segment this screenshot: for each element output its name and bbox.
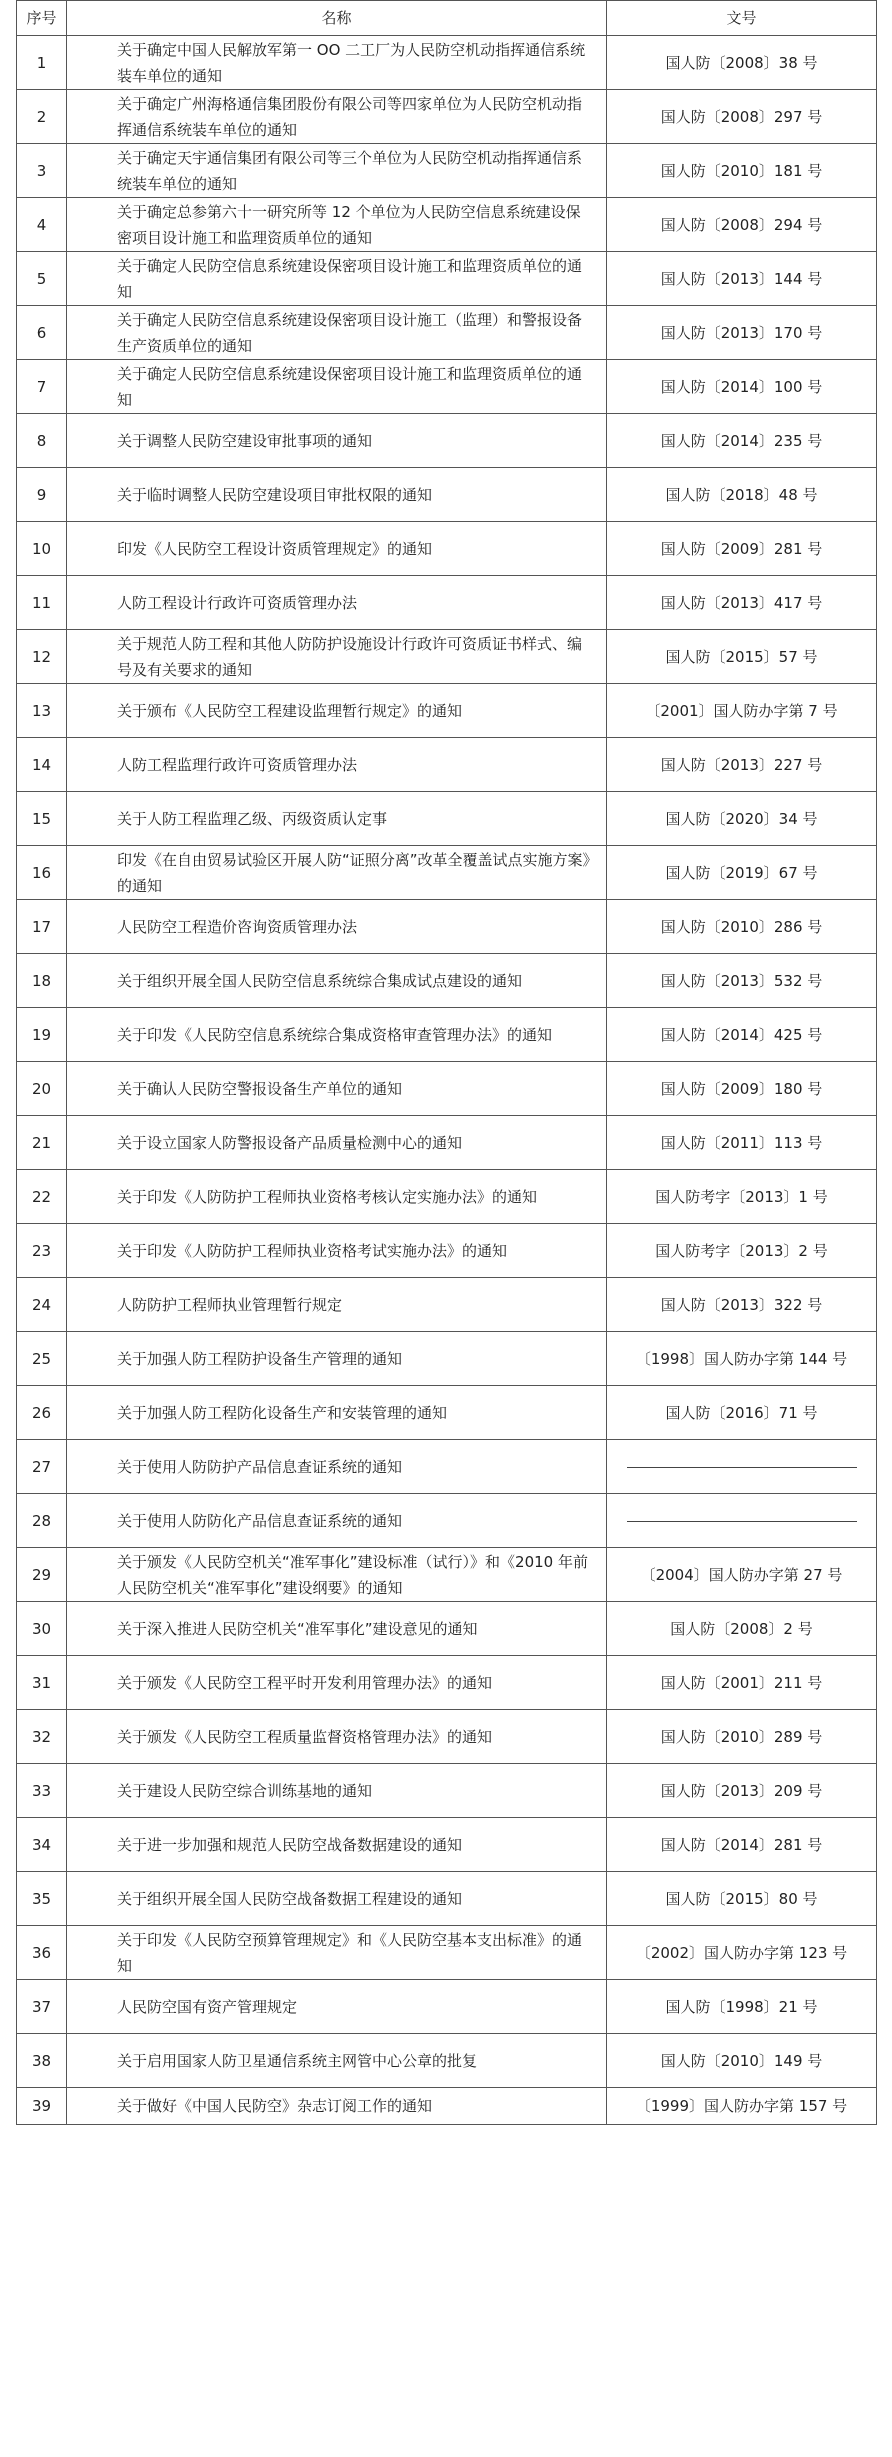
row-name: 关于确定人民防空信息系统建设保密项目设计施工和监理资质单位的通知 [67, 252, 607, 306]
row-name: 人防防护工程师执业管理暂行规定 [67, 1278, 607, 1332]
row-doc-number: 国人防〔2010〕181 号 [607, 144, 877, 198]
row-doc-number: 国人防〔1998〕21 号 [607, 1980, 877, 2034]
row-number: 39 [17, 2088, 67, 2125]
table-row [17, 576, 877, 630]
table-row [17, 1602, 877, 1656]
row-name: 关于调整人民防空建设审批事项的通知 [67, 414, 607, 468]
row-number: 27 [17, 1440, 67, 1494]
row-doc-number: 国人防〔2015〕80 号 [607, 1872, 877, 1926]
row-doc-number: 国人防〔2013〕170 号 [607, 306, 877, 360]
row-doc-number: 国人防〔2013〕417 号 [607, 576, 877, 630]
table-row [17, 1440, 877, 1494]
row-doc-number: 国人防〔2013〕227 号 [607, 738, 877, 792]
row-number: 1 [17, 36, 67, 90]
row-doc-number: 国人防〔2008〕294 号 [607, 198, 877, 252]
table-row [17, 468, 877, 522]
row-doc-number: 国人防考字〔2013〕2 号 [607, 1224, 877, 1278]
row-number: 23 [17, 1224, 67, 1278]
row-number: 18 [17, 954, 67, 1008]
row-name: 关于确定广州海格通信集团股份有限公司等四家单位为人民防空机动指挥通信系统装车单位的通知 [67, 90, 607, 144]
table-row [17, 1494, 877, 1548]
row-name: 关于深入推进人民防空机关“准军事化”建设意见的通知 [67, 1602, 607, 1656]
row-number: 4 [17, 198, 67, 252]
table-row [17, 1386, 877, 1440]
row-number: 9 [17, 468, 67, 522]
row-number: 20 [17, 1062, 67, 1116]
row-name: 关于确定人民防空信息系统建设保密项目设计施工（监理）和警报设备生产资质单位的通知 [67, 306, 607, 360]
table-row [17, 90, 877, 144]
row-doc-number: 国人防〔2016〕71 号 [607, 1386, 877, 1440]
row-name: 关于确定人民防空信息系统建设保密项目设计施工和监理资质单位的通知 [67, 360, 607, 414]
row-doc-number: 国人防〔2014〕235 号 [607, 414, 877, 468]
row-name: 人防工程设计行政许可资质管理办法 [67, 576, 607, 630]
row-doc-number: 国人防〔2011〕113 号 [607, 1116, 877, 1170]
row-number: 22 [17, 1170, 67, 1224]
row-name: 关于确定天宇通信集团有限公司等三个单位为人民防空机动指挥通信系统装车单位的通知 [67, 144, 607, 198]
row-doc-number: 〔1998〕国人防办字第 144 号 [607, 1332, 877, 1386]
table-header-row [17, 1, 877, 36]
row-doc-number: 国人防考字〔2013〕1 号 [607, 1170, 877, 1224]
row-doc-number: 国人防〔2013〕532 号 [607, 954, 877, 1008]
row-number: 25 [17, 1332, 67, 1386]
table-row [17, 252, 877, 306]
row-number: 2 [17, 90, 67, 144]
row-doc-number: 国人防〔2010〕149 号 [607, 2034, 877, 2088]
regulation-table [16, 0, 877, 2125]
row-doc-number: 国人防〔2014〕425 号 [607, 1008, 877, 1062]
header-name: 名称 [67, 1, 607, 36]
row-number: 7 [17, 360, 67, 414]
row-name: 关于加强人防工程防护设备生产管理的通知 [67, 1332, 607, 1386]
table-body [17, 36, 877, 2125]
row-number: 24 [17, 1278, 67, 1332]
row-number: 38 [17, 2034, 67, 2088]
row-doc-number: 国人防〔2014〕100 号 [607, 360, 877, 414]
row-name: 关于印发《人防防护工程师执业资格考核认定实施办法》的通知 [67, 1170, 607, 1224]
table-row [17, 1872, 877, 1926]
table-row [17, 1008, 877, 1062]
row-doc-number: 国人防〔2015〕57 号 [607, 630, 877, 684]
row-name: 关于进一步加强和规范人民防空战备数据建设的通知 [67, 1818, 607, 1872]
table-row [17, 900, 877, 954]
row-number: 8 [17, 414, 67, 468]
row-name: 印发《人民防空工程设计资质管理规定》的通知 [67, 522, 607, 576]
row-number: 21 [17, 1116, 67, 1170]
row-name: 印发《在自由贸易试验区开展人防“证照分离”改革全覆盖试点实施方案》的通知 [67, 846, 607, 900]
row-number: 19 [17, 1008, 67, 1062]
table-row [17, 1548, 877, 1602]
row-doc-number: 国人防〔2009〕281 号 [607, 522, 877, 576]
row-name: 关于确认人民防空警报设备生产单位的通知 [67, 1062, 607, 1116]
table-row [17, 1224, 877, 1278]
row-doc-number: 国人防〔2009〕180 号 [607, 1062, 877, 1116]
table-row [17, 360, 877, 414]
row-number: 17 [17, 900, 67, 954]
row-doc-number: 国人防〔2001〕211 号 [607, 1656, 877, 1710]
table-row [17, 2088, 877, 2125]
table-row [17, 1926, 877, 1980]
header-doc: 文号 [607, 1, 877, 36]
table-row [17, 2034, 877, 2088]
table-row [17, 1332, 877, 1386]
table-row [17, 1818, 877, 1872]
row-name: 人民防空国有资产管理规定 [67, 1980, 607, 2034]
table-row [17, 1980, 877, 2034]
row-name: 关于建设人民防空综合训练基地的通知 [67, 1764, 607, 1818]
table-row [17, 738, 877, 792]
row-name: 关于组织开展全国人民防空战备数据工程建设的通知 [67, 1872, 607, 1926]
row-doc-number: 国人防〔2013〕322 号 [607, 1278, 877, 1332]
table-row [17, 414, 877, 468]
table-row [17, 36, 877, 90]
row-doc-number: 国人防〔2008〕38 号 [607, 36, 877, 90]
table-row [17, 306, 877, 360]
row-number: 30 [17, 1602, 67, 1656]
row-number: 31 [17, 1656, 67, 1710]
table-row [17, 846, 877, 900]
row-name: 关于确定中国人民解放军第一 OO 二工厂为人民防空机动指挥通信系统装车单位的通知 [67, 36, 607, 90]
row-name: 关于印发《人民防空预算管理规定》和《人民防空基本支出标准》的通知 [67, 1926, 607, 1980]
row-number: 11 [17, 576, 67, 630]
table-row [17, 1170, 877, 1224]
row-number: 12 [17, 630, 67, 684]
table-row [17, 792, 877, 846]
row-doc-number: 国人防〔2008〕2 号 [607, 1602, 877, 1656]
row-name: 关于印发《人民防空信息系统综合集成资格审查管理办法》的通知 [67, 1008, 607, 1062]
row-number: 28 [17, 1494, 67, 1548]
empty-dash [627, 1467, 857, 1468]
row-name: 关于规范人防工程和其他人防防护设施设计行政许可资质证书样式、编号及有关要求的通知 [67, 630, 607, 684]
row-name: 关于组织开展全国人民防空信息系统综合集成试点建设的通知 [67, 954, 607, 1008]
row-doc-number: 国人防〔2019〕67 号 [607, 846, 877, 900]
row-number: 34 [17, 1818, 67, 1872]
row-doc-number: 国人防〔2008〕297 号 [607, 90, 877, 144]
header-no: 序号 [17, 1, 67, 36]
table-row [17, 1710, 877, 1764]
row-number: 37 [17, 1980, 67, 2034]
table-row [17, 630, 877, 684]
row-name: 关于颁布《人民防空工程建设监理暂行规定》的通知 [67, 684, 607, 738]
row-number: 14 [17, 738, 67, 792]
row-name: 关于颁发《人民防空机关“准军事化”建设标准（试行）》和《2010 年前人民防空机关“准军事化”建设纲要》的通知 [67, 1548, 607, 1602]
row-number: 26 [17, 1386, 67, 1440]
row-doc-number [607, 1440, 877, 1494]
table-row [17, 1764, 877, 1818]
row-name: 关于启用国家人防卫星通信系统主网管中心公章的批复 [67, 2034, 607, 2088]
row-number: 10 [17, 522, 67, 576]
row-doc-number [607, 1494, 877, 1548]
table-row [17, 1062, 877, 1116]
row-name: 人防工程监理行政许可资质管理办法 [67, 738, 607, 792]
row-name: 关于印发《人防防护工程师执业资格考试实施办法》的通知 [67, 1224, 607, 1278]
row-doc-number: 〔2002〕国人防办字第 123 号 [607, 1926, 877, 1980]
row-number: 29 [17, 1548, 67, 1602]
row-number: 13 [17, 684, 67, 738]
table-row [17, 1656, 877, 1710]
row-number: 33 [17, 1764, 67, 1818]
row-name: 关于临时调整人民防空建设项目审批权限的通知 [67, 468, 607, 522]
row-name: 关于确定总参第六十一研究所等 12 个单位为人民防空信息系统建设保密项目设计施工和监理资质单位的通知 [67, 198, 607, 252]
row-number: 16 [17, 846, 67, 900]
table-row [17, 144, 877, 198]
row-name: 关于人防工程监理乙级、丙级资质认定事 [67, 792, 607, 846]
row-number: 3 [17, 144, 67, 198]
row-doc-number: 〔2004〕国人防办字第 27 号 [607, 1548, 877, 1602]
row-number: 6 [17, 306, 67, 360]
row-doc-number: 国人防〔2010〕286 号 [607, 900, 877, 954]
table-row [17, 522, 877, 576]
row-doc-number: 国人防〔2013〕144 号 [607, 252, 877, 306]
row-name: 关于加强人防工程防化设备生产和安装管理的通知 [67, 1386, 607, 1440]
row-doc-number: 国人防〔2013〕209 号 [607, 1764, 877, 1818]
row-number: 5 [17, 252, 67, 306]
row-doc-number: 国人防〔2018〕48 号 [607, 468, 877, 522]
row-name: 关于做好《中国人民防空》杂志订阅工作的通知 [67, 2088, 607, 2125]
row-doc-number: 〔2001〕国人防办字第 7 号 [607, 684, 877, 738]
row-name: 关于使用人防防化产品信息查证系统的通知 [67, 1494, 607, 1548]
table-row [17, 954, 877, 1008]
row-doc-number: 国人防〔2010〕289 号 [607, 1710, 877, 1764]
row-number: 15 [17, 792, 67, 846]
table-row [17, 684, 877, 738]
row-name: 关于使用人防防护产品信息查证系统的通知 [67, 1440, 607, 1494]
row-doc-number: 〔1999〕国人防办字第 157 号 [607, 2088, 877, 2125]
table-row [17, 198, 877, 252]
empty-dash [627, 1521, 857, 1522]
row-name: 关于设立国家人防警报设备产品质量检测中心的通知 [67, 1116, 607, 1170]
row-number: 36 [17, 1926, 67, 1980]
row-name: 人民防空工程造价咨询资质管理办法 [67, 900, 607, 954]
table-row [17, 1116, 877, 1170]
row-name: 关于颁发《人民防空工程平时开发利用管理办法》的通知 [67, 1656, 607, 1710]
row-number: 35 [17, 1872, 67, 1926]
table-row [17, 1278, 877, 1332]
row-doc-number: 国人防〔2014〕281 号 [607, 1818, 877, 1872]
row-doc-number: 国人防〔2020〕34 号 [607, 792, 877, 846]
row-number: 32 [17, 1710, 67, 1764]
row-name: 关于颁发《人民防空工程质量监督资格管理办法》的通知 [67, 1710, 607, 1764]
